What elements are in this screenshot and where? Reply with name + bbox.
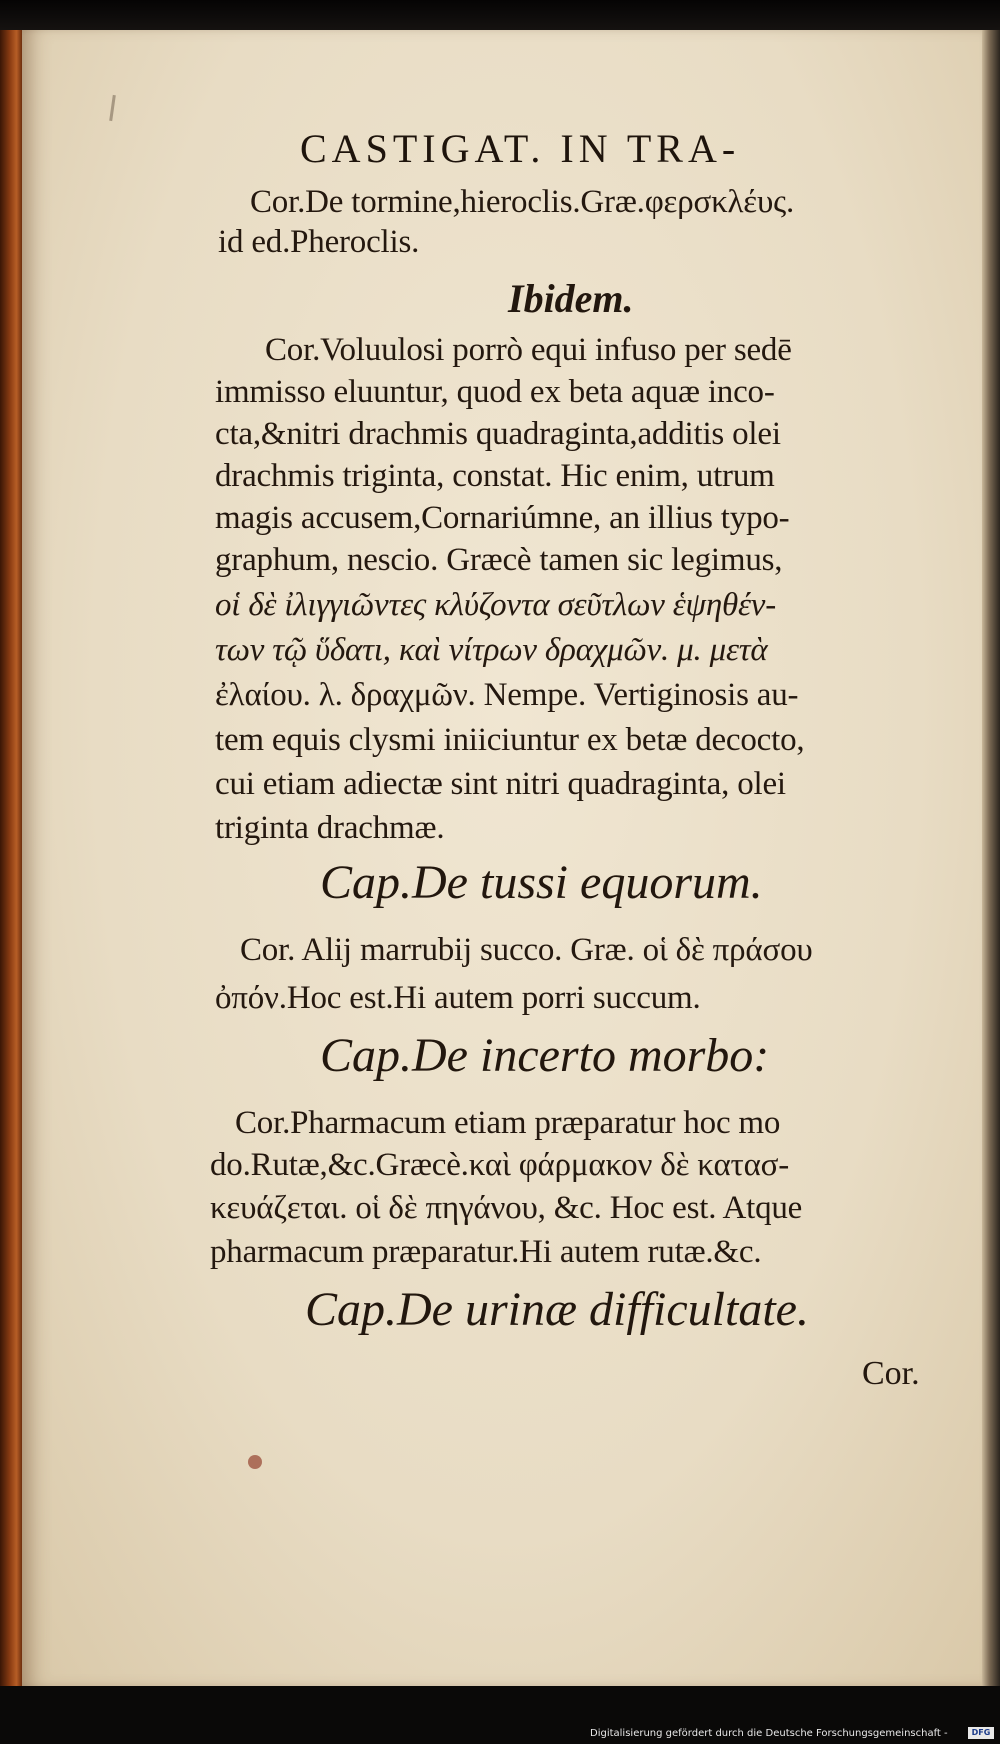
text-line: drachmis triginta, constat. Hic enim, utrum <box>215 458 775 494</box>
page-right-edge <box>982 30 1000 1686</box>
dfg-logo: DFG <box>968 1727 994 1739</box>
text-line: tem equis clysmi iniiciuntur ex betæ decocto, <box>215 722 805 758</box>
greek-line: των τῷ ὕδατι, καὶ νίτρων δραχμῶν. μ. μετὰ <box>215 632 768 668</box>
text-line: id ed.Pheroclis. <box>218 224 420 260</box>
text-line: Cor. Alij marrubij succo. Græ. οἱ δὲ πράσου <box>240 932 813 968</box>
text-line: Cor.De tormine,hieroclis.Græ.φερσκλέυς. <box>250 184 795 220</box>
digitization-credit: Digitalisierung gefördert durch die Deutsche Forschungsgemeinschaft - <box>590 1728 948 1739</box>
text-line: do.Rutæ,&c.Græcè.καὶ φάρμακον δὲ κατασ- <box>210 1147 790 1183</box>
text-line: Cor.Voluulosi porrò equi infuso per sedē <box>265 332 792 368</box>
text-line: ἐλαίου. λ. δραχμῶν. Nempe. Vertiginosis au- <box>215 677 799 713</box>
heading-ibidem: Ibidem. <box>508 276 634 321</box>
text-line: ὀπόν.Hoc est.Hi autem porri succum. <box>215 980 701 1016</box>
greek-line: οἱ δὲ ἰλιγγιῶντες κλύζοντα σεῦτλων ἑψηθέν- <box>215 587 777 623</box>
text-line: cta,&nitri drachmis quadraginta,additis olei <box>215 416 781 452</box>
page-stain <box>248 1455 262 1469</box>
catchword: Cor. <box>862 1355 920 1392</box>
scan-top-edge <box>0 0 1000 30</box>
heading-incerto-morbo: Cap.De incerto morbo: <box>320 1029 770 1082</box>
text-line: κευάζεται. οἱ δὲ πηγάνου, &c. Hoc est. Atque <box>210 1190 803 1226</box>
heading-urinae-difficultate: Cap.De urinæ difficultate. <box>305 1283 809 1336</box>
text-line: pharmacum præparatur.Hi autem rutæ.&c. <box>210 1234 762 1270</box>
text-line: Cor.Pharmacum etiam præparatur hoc mo <box>235 1105 781 1141</box>
running-head: CASTIGAT. IN TRA- <box>300 126 741 171</box>
text-line: triginta drachmæ. <box>215 810 445 846</box>
text-line: cui etiam adiectæ sint nitri quadraginta, olei <box>215 766 786 802</box>
text-line: immisso eluuntur, quod ex beta aquæ inco- <box>215 374 775 410</box>
text-line: magis accusem,Cornariúmne, an illius typo- <box>215 500 790 536</box>
text-line: graphum, nescio. Græcè tamen sic legimus, <box>215 542 783 578</box>
heading-tussi-equorum: Cap.De tussi equorum. <box>320 856 763 909</box>
book-spine-edge <box>0 30 22 1686</box>
